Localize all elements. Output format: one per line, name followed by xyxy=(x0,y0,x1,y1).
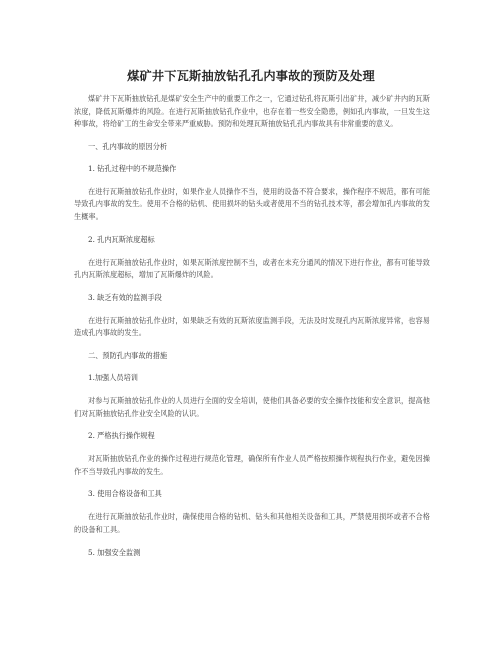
document-body xyxy=(74,93,430,570)
document-title: 煤矿井下瓦斯抽放钻孔孔内事故的预防及处理 xyxy=(127,69,375,83)
body-paragraph: 在进行瓦斯抽放钻孔作业时，如果瓦斯浓度控制不当，或者在未充分通风的情况下进行作业，都有可能导致孔内瓦斯浓度超标，增加了瓦斯爆炸的风险。 xyxy=(74,257,430,280)
section-heading: 3. 使用合格设备和工具 xyxy=(88,489,162,499)
section-heading: 3. 缺乏有效的监测手段 xyxy=(88,292,162,302)
section-heading: 1. 钻孔过程中的不规范操作 xyxy=(88,163,177,173)
body-paragraph: 对参与瓦斯抽放钻孔作业的人员进行全面的安全培训，使他们具备必要的安全操作技能和安全意识，提高他们对瓦斯抽放钻孔作业安全风险的认识。 xyxy=(74,395,430,418)
section-heading: 2. 严格执行操作规程 xyxy=(88,431,155,441)
body-paragraph: 煤矿井下瓦斯抽放钻孔是煤矿安全生产中的重要工作之一，它通过钻孔将瓦斯引出矿井，减少矿井内的瓦斯浓度，降低瓦斯爆炸的风险。在进行瓦斯抽放钻孔作业中，也存在着一些安全隐患，例如孔内事故，一旦发生这种事故，将给矿工的生命安全带来严重威胁。预防和处理瓦斯抽放钻孔孔内事故具有非常重要的意义。 xyxy=(74,94,430,129)
section-heading: 二、预防孔内事故的措施 xyxy=(88,350,168,360)
section-heading: 1.加强人员培训 xyxy=(88,372,138,382)
section-heading: 2. 孔内瓦斯浓度超标 xyxy=(88,234,155,244)
body-paragraph: 对瓦斯抽放钻孔作业的操作过程进行规范化管理，确保所有作业人员严格按照操作规程执行作业，避免因操作不当导致孔内事故的发生。 xyxy=(74,454,430,476)
body-paragraph: 在进行瓦斯抽放钻孔作业时，如果作业人员操作不当，使用的设备不符合要求，操作程序不规范，都有可能导致孔内事故的发生。使用不合格的钻机、使用损坏的钻头或者使用不当的钻孔技术等，都会增加孔内事故的发生概率。 xyxy=(74,186,430,221)
body-paragraph: 在进行瓦斯抽放钻孔作业时，确保使用合格的钻机、钻头和其他相关设备和工具，严禁使用损坏或者不合格的设备和工具。 xyxy=(74,512,430,534)
section-heading: 一、孔内事故的原因分析 xyxy=(88,141,168,151)
section-heading: 5. 加强安全监测 xyxy=(88,547,141,557)
body-paragraph: 在进行瓦斯抽放钻孔作业时，如果缺乏有效的瓦斯浓度监测手段，无法及时发现孔内瓦斯浓度异常，也容易造成孔内事故的发生。 xyxy=(74,315,430,338)
